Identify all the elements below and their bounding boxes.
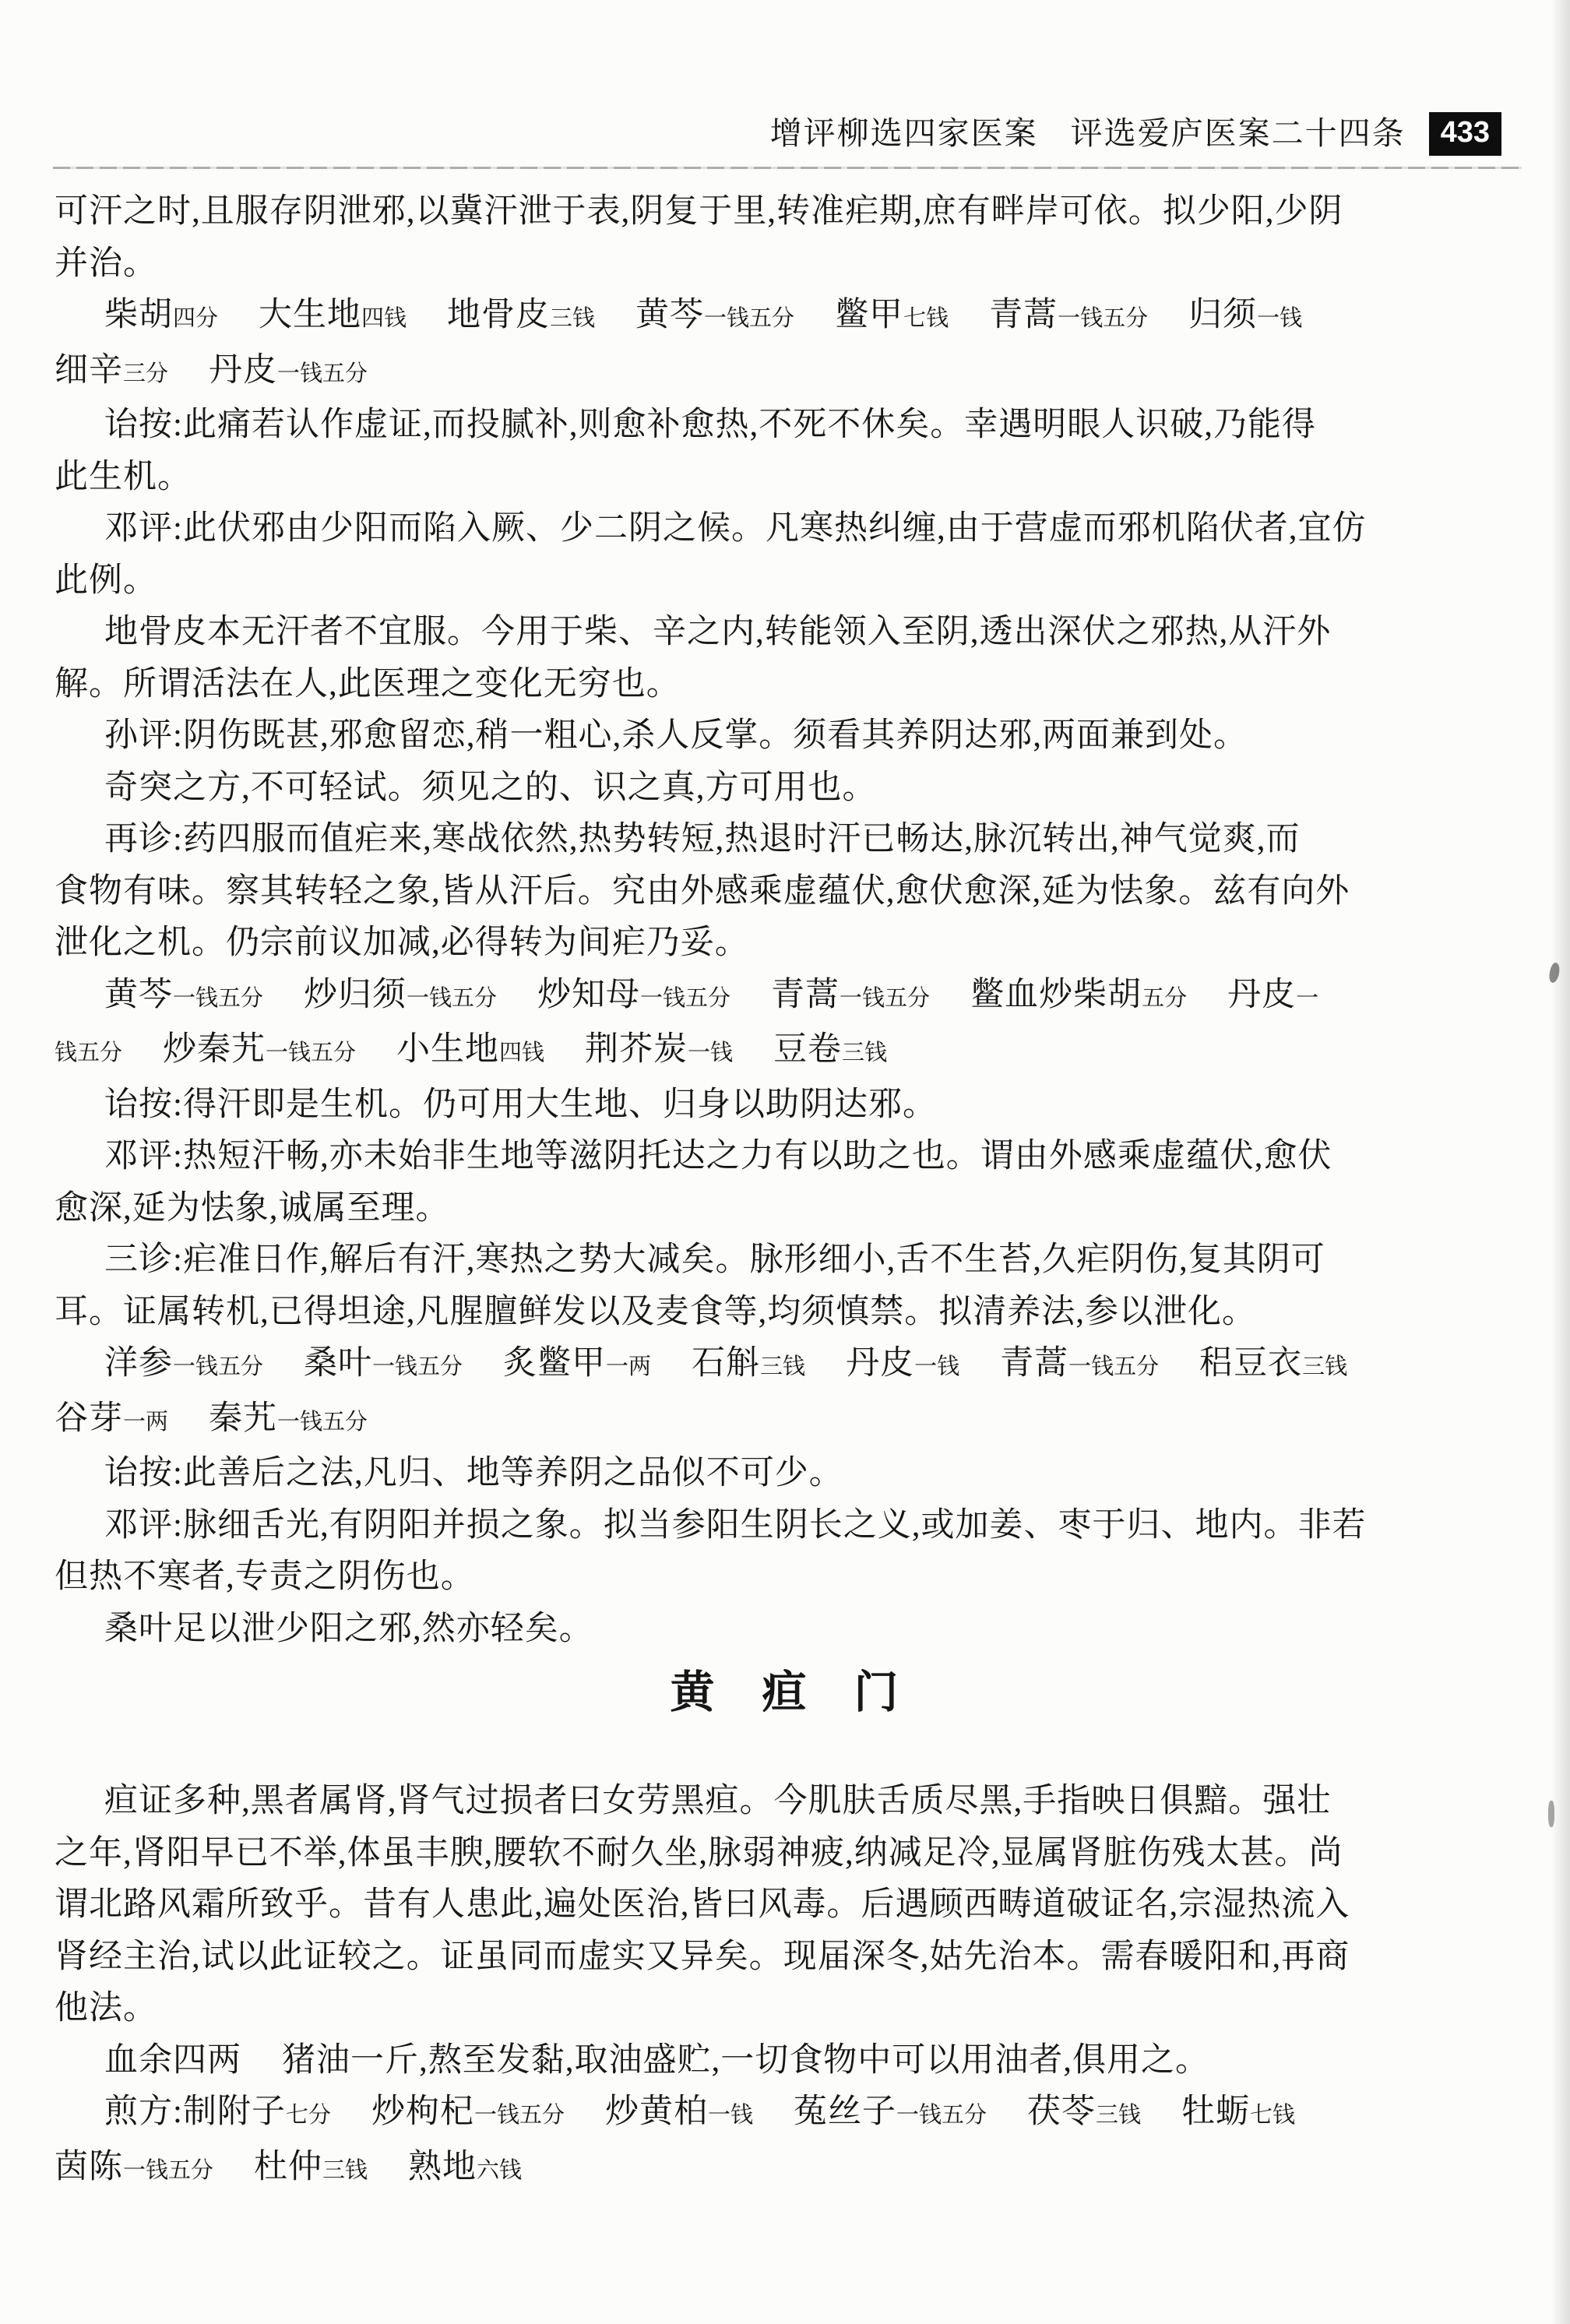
- text-line: [55, 762, 1522, 815]
- body-text-segment: 但热不寒者,专责之阴伤也。: [55, 1558, 475, 1595]
- body-text-segment: 青蒿: [771, 976, 840, 1013]
- body-text-segment: 耳。证属转机,已得坦途,凡腥膻鲜发以及麦食等,均须慎禁。拟清养法,参以泄化。: [55, 1293, 1256, 1330]
- dosage-text: 一钱五分: [840, 985, 931, 1011]
- body-text-segment: 邓评:此伏邪由少阳而陷入厥、少二阴之候。凡寒热纠缠,由于营虚而邪机陷伏者,宜仿: [104, 510, 1367, 547]
- dosage-text: 六钱: [477, 2157, 523, 2183]
- body-text-segment: 之年,肾阳早已不举,体虽丰腴,腰软不耐久坐,脉弱神疲,纳减足冷,显属肾脏伤残太甚。尚: [55, 1834, 1343, 1872]
- text-line: [55, 1079, 1522, 1132]
- dosage-text: 四钱: [361, 306, 407, 331]
- text-line: [55, 2086, 1522, 2142]
- dosage-text: 一钱五分: [277, 361, 368, 386]
- section-title: 黄 疸 门: [670, 1668, 900, 1717]
- body-text-segment: 杜仲: [254, 2148, 323, 2185]
- dosage-text: 三钱: [322, 2157, 368, 2183]
- text-line: [55, 238, 1522, 290]
- body-text-segment: 茵陈: [55, 2148, 123, 2185]
- body-text-segment: 菟丝子: [794, 2093, 896, 2130]
- body-text-segment: 黄芩: [635, 297, 705, 333]
- text-line: [55, 659, 1522, 711]
- text-line: [55, 1338, 1522, 1393]
- body-text-segment: 稆豆衣: [1199, 1345, 1303, 1382]
- dosage-text: 三钱: [550, 306, 596, 331]
- text-line: [55, 345, 1522, 400]
- body-text-segment: 此例。: [55, 562, 157, 599]
- text-line: [55, 970, 1522, 1025]
- dosage-text: 三钱: [1096, 2103, 1142, 2128]
- dosage-text: 一钱五分: [277, 1409, 368, 1435]
- dosage-text: 一钱: [707, 2103, 753, 2128]
- body-text-segment: 他法。: [55, 1990, 157, 2026]
- text-line: [55, 2035, 1522, 2087]
- body-text-segment: 牡蛎: [1181, 2093, 1251, 2130]
- body-text-segment: 并治。: [55, 245, 157, 282]
- body-text-segment: 再诊:药四服而值疟来,寒战依然,热势转短,热退时汗已畅达,脉沉转出,神气觉爽,而: [104, 821, 1301, 857]
- body-text-segment: 桑叶: [304, 1345, 373, 1382]
- dosage-text: 一钱五分: [173, 985, 264, 1011]
- text-line: [55, 1024, 1522, 1079]
- dosage-text: 五分: [1142, 985, 1188, 1011]
- body-text-segment: 炒知母: [537, 976, 641, 1013]
- scan-artifact-mark: [1548, 1801, 1554, 1827]
- text-line: [55, 400, 1522, 452]
- body-text-segment: 荆芥炭: [585, 1031, 688, 1068]
- body-text-segment: 熟地: [408, 2148, 477, 2185]
- body-text-segment: 此生机。: [55, 458, 192, 495]
- dosage-text: 一钱: [1257, 306, 1303, 331]
- body-text-segment: 丹皮: [846, 1345, 915, 1382]
- dosage-text: 七钱: [903, 306, 949, 331]
- body-text-segment: 炒归须: [304, 976, 407, 1013]
- body-text-segment: 诒按:得汗即是生机。仍可用大生地、归身以助阴达邪。: [104, 1086, 937, 1123]
- text-line: [55, 1131, 1522, 1183]
- case-text-bottom: [55, 1776, 1522, 2196]
- body-text-segment: 青蒿: [989, 297, 1058, 333]
- running-head: [770, 112, 1501, 156]
- text-line: [55, 917, 1522, 970]
- text-line: [55, 1604, 1522, 1656]
- page-number-badge: 433: [1429, 112, 1501, 156]
- body-text-segment: 炙鳖甲: [503, 1345, 607, 1382]
- body-text-segment: 疸证多种,黑者属肾,肾气过损者曰女劳黑疸。今肌肤舌质尽黑,手指映日俱黯。强壮: [104, 1783, 1332, 1819]
- body-text-segment: 青蒿: [1000, 1345, 1069, 1382]
- text-line: [55, 1287, 1522, 1339]
- body-text-segment: 鳖甲: [835, 297, 904, 333]
- body-text-segment: 邓评:脉细舌光,有阴阳并损之象。拟当参阳生阴长之义,或加姜、枣于归、地内。非若: [104, 1506, 1367, 1544]
- dosage-text: 三钱: [1302, 1354, 1348, 1379]
- body-text-segment: 愈深,延为怯象,诚属至理。: [55, 1189, 450, 1227]
- body-text-segment: 石斛: [692, 1345, 761, 1382]
- dosage-text: 一两: [606, 1354, 652, 1379]
- body-text-segment: 豆卷: [773, 1031, 843, 1068]
- dosage-text: 一钱五分: [896, 2103, 987, 2128]
- dosage-text: 三分: [123, 361, 169, 386]
- body-text-segment: 食物有味。察其转轻之象,皆从汗后。究由外感乘虚蕴伏,愈伏愈深,延为怯象。兹有向外: [55, 872, 1350, 910]
- text-line: [55, 1448, 1522, 1500]
- text-line: [55, 710, 1522, 762]
- dosage-text: 一钱五分: [1068, 1354, 1160, 1379]
- body-text-segment: 谷芽: [55, 1400, 123, 1437]
- dosage-text: 三钱: [842, 1041, 888, 1065]
- text-line: [55, 607, 1522, 659]
- text-line: [55, 503, 1522, 555]
- body-text-segment: 地骨皮本无汗者不宜服。今用于柴、辛之内,转能领入至阴,透出深伏之邪热,从汗外: [104, 614, 1332, 650]
- dosage-text: 钱五分: [55, 1041, 123, 1065]
- body-text-segment: 归须: [1188, 297, 1258, 333]
- body-text-segment: 可汗之时,且服存阴泄邪,以冀汗泄于表,阴复于里,转准疟期,庶有畔岸可依。拟少阳,少阴: [55, 193, 1343, 230]
- text-line: [55, 1393, 1522, 1449]
- running-head-chapter-title: 评选爱庐医案二十四条: [1070, 115, 1406, 152]
- body-text-segment: 诒按:此痛若认作虚证,而投腻补,则愈补愈热,不死不休矣。幸遇明眼人识破,乃能得: [104, 407, 1316, 443]
- body-text-segment: 孙评:阴伤既甚,邪愈留恋,稍一粗心,杀人反掌。须看其养阴达邪,两面兼到处。: [104, 717, 1248, 754]
- scan-edge-shadow: [1551, 0, 1570, 2324]
- body-text-segment: 谓北路风霜所致乎。昔有人患此,遍处医治,皆曰风毒。后遇顾西畴道破证名,宗湿热流入: [55, 1886, 1350, 1923]
- body-text-segment: 解。所谓活法在人,此医理之变化无穷也。: [55, 665, 681, 702]
- dosage-text: 一钱五分: [173, 1354, 264, 1379]
- body-text-segment: 洋参: [104, 1345, 173, 1382]
- text-line: [55, 555, 1522, 607]
- text-line: [55, 2142, 1522, 2197]
- text-line: [55, 290, 1522, 345]
- body-text-segment: 邓评:热短汗畅,亦未始非生地等滋阴托达之力有以助之也。谓由外感乘虚蕴伏,愈伏: [104, 1138, 1332, 1174]
- body-text-segment: 桑叶足以泄少阳之邪,然亦轻矣。: [104, 1610, 593, 1647]
- body-text-segment: 炒枸杞: [371, 2093, 474, 2130]
- dosage-text: 一钱五分: [372, 1354, 463, 1379]
- text-line: [55, 1551, 1522, 1604]
- dosage-text: 七分: [285, 2103, 331, 2128]
- text-line: [55, 1234, 1522, 1287]
- text-line: [55, 1931, 1522, 1984]
- dosage-text: 一钱五分: [704, 306, 795, 331]
- body-text-segment: 丹皮: [209, 351, 278, 389]
- dosage-text: 三钱: [760, 1354, 806, 1379]
- text-line: [55, 452, 1522, 504]
- text-line: [55, 866, 1522, 918]
- text-line: [55, 814, 1522, 866]
- body-text-segment: 秦艽: [209, 1400, 278, 1437]
- body-text-segment: 地骨皮: [447, 297, 551, 333]
- text-line: [55, 186, 1522, 238]
- body-text-segment: 柴胡: [104, 297, 173, 333]
- dosage-text: 一钱: [914, 1354, 960, 1379]
- dosage-text: 一两: [123, 1409, 169, 1435]
- dosage-text: 一钱五分: [407, 985, 498, 1011]
- body-text-segment: 血余四两: [104, 2041, 241, 2079]
- text-line: [55, 1983, 1522, 2035]
- body-text-segment: 三诊:疟准日作,解后有汗,寒热之势大减矣。脉形细小,舌不生苔,久疟阴伤,复其阴可: [104, 1241, 1325, 1278]
- running-head-book-title: 增评柳选四家医案: [769, 115, 1038, 152]
- text-line: [55, 1776, 1522, 1828]
- body-text-segment: 细辛: [55, 351, 123, 389]
- text-line: [55, 1879, 1522, 1931]
- body-text-segment: 肾经主治,试以此证较之。证虽同而虚实又异矣。现届深冬,姑先治本。需春暖阳和,再商: [55, 1938, 1350, 1975]
- dosage-text: 一钱五分: [640, 985, 731, 1011]
- body-text-segment: 煎方:制附子: [104, 2093, 286, 2130]
- body-text-segment: 炒黄柏: [604, 2093, 708, 2130]
- dosage-text: 四分: [173, 306, 219, 331]
- dosage-text: 一钱: [688, 1041, 734, 1065]
- body-text-segment: 鳖血炒柴胡: [970, 976, 1142, 1013]
- dosage-text: 一钱五分: [1058, 306, 1149, 331]
- body-text-segment: 小生地: [396, 1031, 500, 1068]
- text-line: [55, 1500, 1522, 1552]
- dosage-text: 一钱五分: [123, 2157, 214, 2183]
- dosage-text: 一钱五分: [266, 1041, 357, 1065]
- body-text-segment: 丹皮: [1227, 976, 1297, 1013]
- body-text-segment: 茯苓: [1027, 2093, 1097, 2130]
- body-text-segment: 奇突之方,不可轻试。须见之的、识之真,方可用也。: [104, 769, 877, 806]
- dosage-text: 七钱: [1250, 2103, 1296, 2128]
- body-text-segment: 大生地: [259, 297, 362, 333]
- header-divider-rule: [53, 167, 1522, 169]
- text-line: [55, 1183, 1522, 1235]
- text-line: [55, 1828, 1522, 1880]
- body-text-segment: 诒按:此善后之法,凡归、地等养阴之品似不可少。: [104, 1455, 843, 1491]
- body-text-segment: 猪油一斤,熬至发黏,取油盛贮,一切食物中可以用油者,俱用之。: [282, 2041, 1209, 2079]
- body-text-segment: 泄化之机。仍宗前议加减,必得转为间疟乃妥。: [55, 924, 749, 961]
- body-text-segment: 黄芩: [104, 976, 173, 1013]
- case-text-top: [55, 186, 1522, 1655]
- dosage-text: 一: [1296, 985, 1319, 1011]
- body-text-segment: 炒秦艽: [163, 1031, 266, 1068]
- dosage-text: 四钱: [499, 1041, 545, 1065]
- dosage-text: 一钱五分: [473, 2103, 565, 2128]
